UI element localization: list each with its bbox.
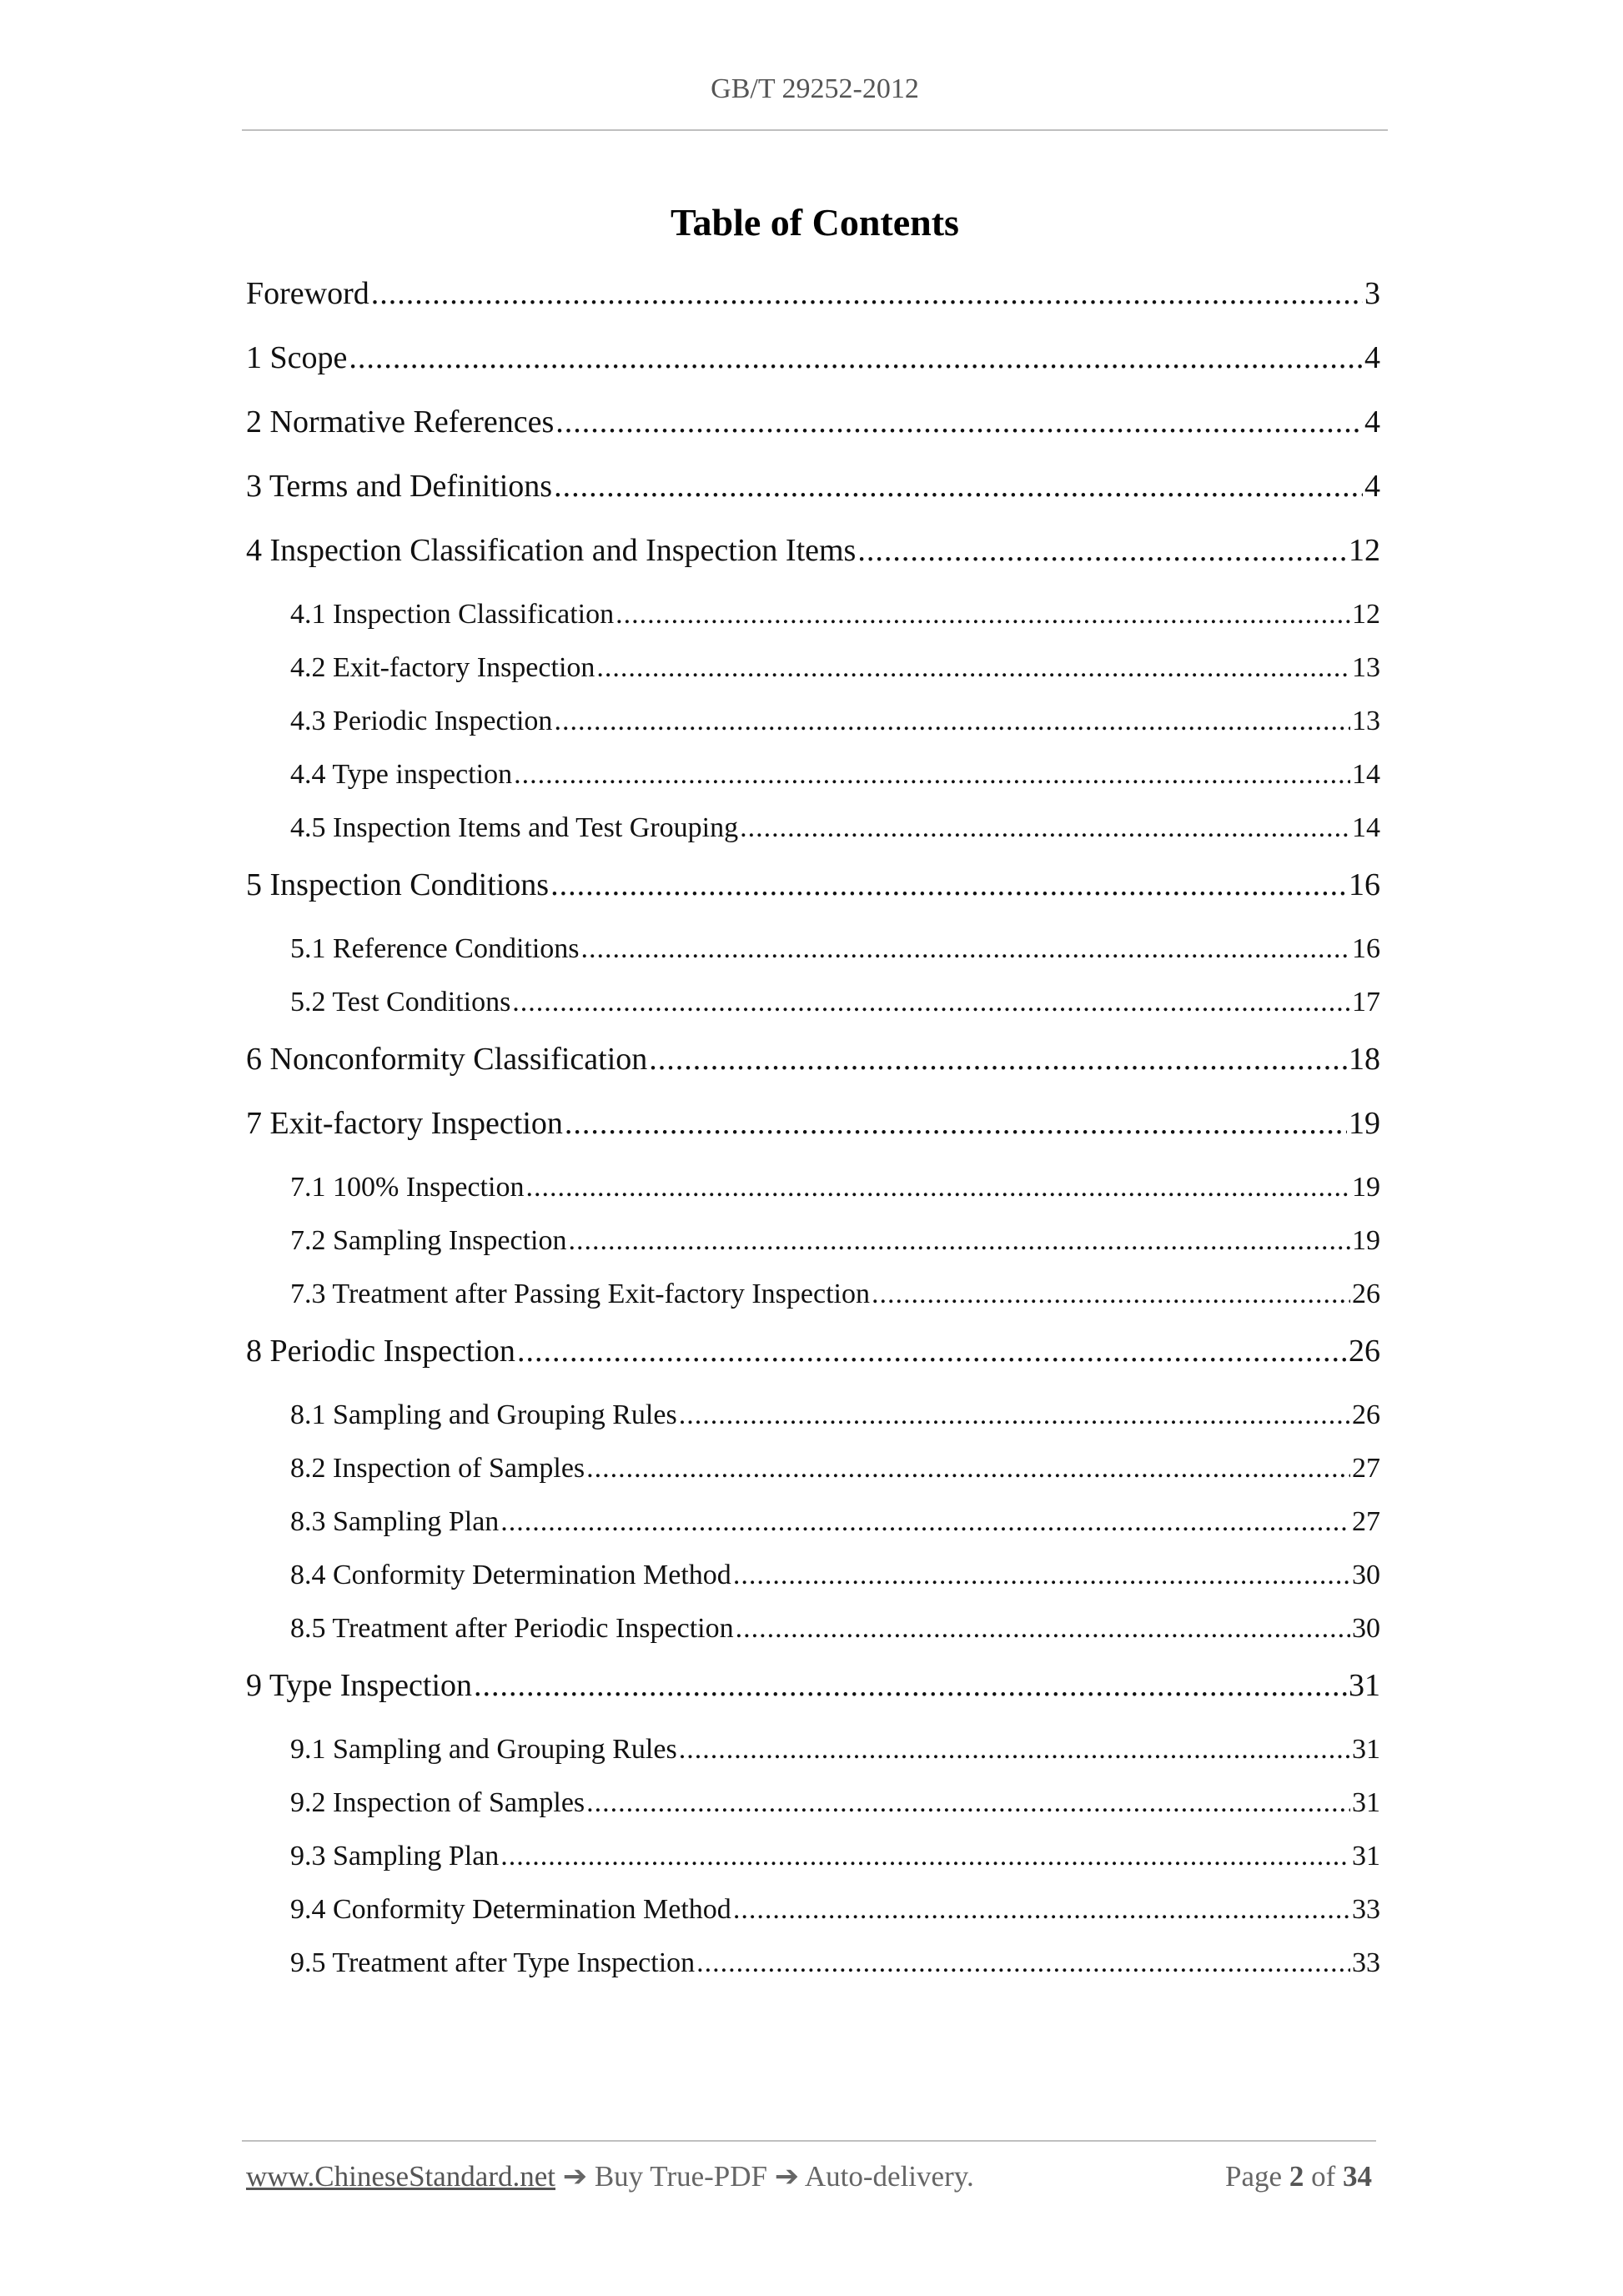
toc-subsection-entry[interactable] <box>290 1841 1380 1872</box>
buy-text: Buy True-PDF <box>587 2160 775 2193</box>
toc-entry-label: Foreword <box>246 276 369 311</box>
toc-entry-page-number: 27 <box>1352 1506 1380 1537</box>
toc-entry-page-number: 13 <box>1352 652 1380 683</box>
toc-entry-page-number: 18 <box>1349 1042 1380 1077</box>
toc-entry-label: 8.5 Treatment after Periodic Inspection <box>290 1613 734 1644</box>
toc-subsection-entry[interactable] <box>290 652 1380 684</box>
toc-entry-label: 4.2 Exit-factory Inspection <box>290 652 595 683</box>
toc-dot-leader <box>371 275 1363 312</box>
toc-entry-page-number: 33 <box>1352 1947 1380 1978</box>
toc-entry-page-number: 12 <box>1352 599 1380 630</box>
toc-entry-label: 8.4 Conformity Determination Method <box>290 1560 731 1590</box>
toc-entry-page-number: 16 <box>1349 867 1380 902</box>
toc-entry-page-number: 4 <box>1364 469 1380 504</box>
toc-entry-page-number: 14 <box>1352 759 1380 790</box>
toc-section-entry[interactable] <box>246 468 1380 505</box>
toc-entry-label: 4.5 Inspection Items and Test Grouping <box>290 812 739 843</box>
toc-subsection-entry[interactable] <box>290 1560 1380 1591</box>
toc-section-entry[interactable] <box>246 275 1380 312</box>
toc-entry-page-number: 16 <box>1352 933 1380 964</box>
toc-dot-leader <box>500 1506 1350 1538</box>
footer-promo <box>246 2160 974 2193</box>
toc-entry-page-number: 12 <box>1349 533 1380 568</box>
toc-dot-leader <box>649 1041 1347 1078</box>
toc-entry-label: 5 Inspection Conditions <box>246 867 550 902</box>
footer-divider <box>242 2140 1376 2142</box>
toc-entry-page-number: 31 <box>1352 1734 1380 1765</box>
toc-entry-label: 7 Exit-factory Inspection <box>246 1106 563 1141</box>
toc-subsection-entry[interactable] <box>290 1506 1380 1538</box>
page-footer <box>246 2160 1380 2202</box>
toc-entry-page-number: 33 <box>1352 1894 1380 1925</box>
toc-entry-page-number: 26 <box>1352 1279 1380 1309</box>
toc-dot-leader <box>554 706 1350 737</box>
toc-entry-label: 3 Terms and Definitions <box>246 469 553 504</box>
toc-entry-page-number: 19 <box>1349 1106 1380 1141</box>
toc-subsection-entry[interactable] <box>290 1787 1380 1819</box>
arrow-right-icon: ➔ <box>562 2160 588 2193</box>
arrow-right-icon: ➔ <box>774 2160 800 2193</box>
delivery-text: Auto-delivery. <box>799 2160 974 2193</box>
toc-dot-leader <box>679 1734 1350 1766</box>
toc-entry-label: 8 Periodic Inspection <box>246 1334 515 1369</box>
toc-entry-page-number: 3 <box>1364 276 1380 311</box>
page-indicator <box>1225 2160 1372 2193</box>
toc-entry-label: 4.3 Periodic Inspection <box>290 706 553 736</box>
toc-dot-leader <box>500 1841 1350 1872</box>
toc-dot-leader <box>349 339 1363 376</box>
toc-dot-leader <box>733 1560 1350 1591</box>
toc-subsection-entry[interactable] <box>290 1279 1380 1310</box>
toc-section-entry[interactable] <box>246 404 1380 440</box>
toc-subsection-entry[interactable] <box>290 933 1380 965</box>
toc-entry-page-number: 30 <box>1352 1613 1380 1644</box>
toc-subsection-entry[interactable] <box>290 1172 1380 1203</box>
toc-entry-page-number: 19 <box>1352 1225 1380 1256</box>
toc-section-entry[interactable] <box>246 339 1380 376</box>
toc-entry-page-number: 27 <box>1352 1453 1380 1484</box>
toc-subsection-entry[interactable] <box>290 706 1380 737</box>
toc-dot-leader <box>740 812 1350 844</box>
toc-dot-leader <box>554 468 1363 505</box>
toc-subsection-entry[interactable] <box>290 812 1380 844</box>
toc-entry-label: 8.1 Sampling and Grouping Rules <box>290 1399 677 1430</box>
toc-entry-page-number: 31 <box>1352 1841 1380 1871</box>
toc-subsection-entry[interactable] <box>290 1399 1380 1431</box>
toc-dot-leader <box>565 1105 1347 1142</box>
toc-entry-page-number: 30 <box>1352 1560 1380 1590</box>
toc-title: Table of Contents <box>671 201 959 244</box>
toc-section-entry[interactable] <box>246 1667 1380 1704</box>
toc-dot-leader <box>616 599 1350 631</box>
site-link[interactable]: www.ChineseStandard.net <box>246 2160 555 2193</box>
toc-entry-label: 1 Scope <box>246 340 348 375</box>
toc-subsection-entry[interactable] <box>290 1894 1380 1926</box>
toc-dot-leader <box>581 933 1350 965</box>
toc-dot-leader <box>555 404 1363 440</box>
current-page-number: 2 <box>1289 2160 1304 2193</box>
toc-dot-leader <box>696 1947 1350 1979</box>
toc-section-entry[interactable] <box>246 532 1380 569</box>
toc-entry-page-number: 4 <box>1364 340 1380 375</box>
toc-entry-label: 9.2 Inspection of Samples <box>290 1787 585 1818</box>
toc-dot-leader <box>514 759 1350 791</box>
toc-entry-page-number: 17 <box>1352 987 1380 1017</box>
toc-subsection-entry[interactable] <box>290 1734 1380 1766</box>
toc-dot-leader <box>857 532 1347 569</box>
toc-dot-leader <box>586 1453 1350 1485</box>
page-word: Page <box>1225 2160 1283 2193</box>
toc-entry-label: 5.1 Reference Conditions <box>290 933 580 964</box>
toc-dot-leader <box>525 1172 1350 1203</box>
toc-entry-page-number: 14 <box>1352 812 1380 843</box>
toc-dot-leader <box>474 1667 1347 1704</box>
toc-entry-label: 4.1 Inspection Classification <box>290 599 615 630</box>
toc-dot-leader <box>736 1613 1350 1645</box>
toc-entry-label: 8.2 Inspection of Samples <box>290 1453 585 1484</box>
toc-section-entry[interactable] <box>246 1041 1380 1078</box>
total-page-number: 34 <box>1343 2160 1372 2193</box>
toc-entry-label: 6 Nonconformity Classification <box>246 1042 648 1077</box>
toc-dot-leader <box>872 1279 1350 1310</box>
toc-entry-label: 4 Inspection Classification and Inspection Items <box>246 533 857 568</box>
toc-entry-label: 9.3 Sampling Plan <box>290 1841 500 1871</box>
toc-dot-leader <box>679 1399 1350 1431</box>
toc-entry-label: 5.2 Test Conditions <box>290 987 511 1017</box>
toc-entry-page-number: 4 <box>1364 404 1380 440</box>
toc-subsection-entry[interactable] <box>290 1225 1380 1257</box>
toc-entry-label: 8.3 Sampling Plan <box>290 1506 500 1537</box>
toc-entry-label: 9 Type Inspection <box>246 1668 473 1703</box>
toc-subsection-entry[interactable] <box>290 987 1380 1018</box>
toc-section-entry[interactable] <box>246 1105 1380 1142</box>
toc-subsection-entry[interactable] <box>290 1453 1380 1485</box>
toc-entry-page-number: 31 <box>1349 1668 1380 1703</box>
toc-entry-page-number: 19 <box>1352 1172 1380 1203</box>
toc-dot-leader <box>550 867 1347 903</box>
of-word: of <box>1311 2160 1336 2193</box>
toc-section-entry[interactable] <box>246 867 1380 903</box>
page-header: GB/T 29252-2012 <box>711 73 919 104</box>
toc-subsection-entry[interactable] <box>290 759 1380 791</box>
toc-dot-leader <box>512 987 1350 1018</box>
toc-entry-page-number: 26 <box>1352 1399 1380 1430</box>
toc-dot-leader <box>733 1894 1350 1926</box>
toc-dot-leader <box>517 1333 1347 1369</box>
toc-entry-label: 4.4 Type inspection <box>290 759 513 790</box>
toc-subsection-entry[interactable] <box>290 1613 1380 1645</box>
toc-dot-leader <box>596 652 1350 684</box>
header-divider <box>242 129 1388 131</box>
toc-entry-label: 7.2 Sampling Inspection <box>290 1225 567 1256</box>
toc-entry-label: 7.1 100% Inspection <box>290 1172 525 1203</box>
toc-dot-leader <box>568 1225 1350 1257</box>
toc-entry-page-number: 31 <box>1352 1787 1380 1818</box>
toc-dot-leader <box>586 1787 1350 1819</box>
toc-entry-label: 9.1 Sampling and Grouping Rules <box>290 1734 677 1765</box>
toc-subsection-entry[interactable] <box>290 599 1380 631</box>
toc-entry-label: 9.4 Conformity Determination Method <box>290 1894 731 1925</box>
toc-entry-page-number: 13 <box>1352 706 1380 736</box>
toc-section-entry[interactable] <box>246 1333 1380 1369</box>
toc-entry-label: 9.5 Treatment after Type Inspection <box>290 1947 696 1978</box>
toc-entry-label: 2 Normative References <box>246 404 555 440</box>
toc-entry-label: 7.3 Treatment after Passing Exit-factory Inspection <box>290 1279 870 1309</box>
toc-subsection-entry[interactable] <box>290 1947 1380 1979</box>
toc-entry-page-number: 26 <box>1349 1334 1380 1369</box>
